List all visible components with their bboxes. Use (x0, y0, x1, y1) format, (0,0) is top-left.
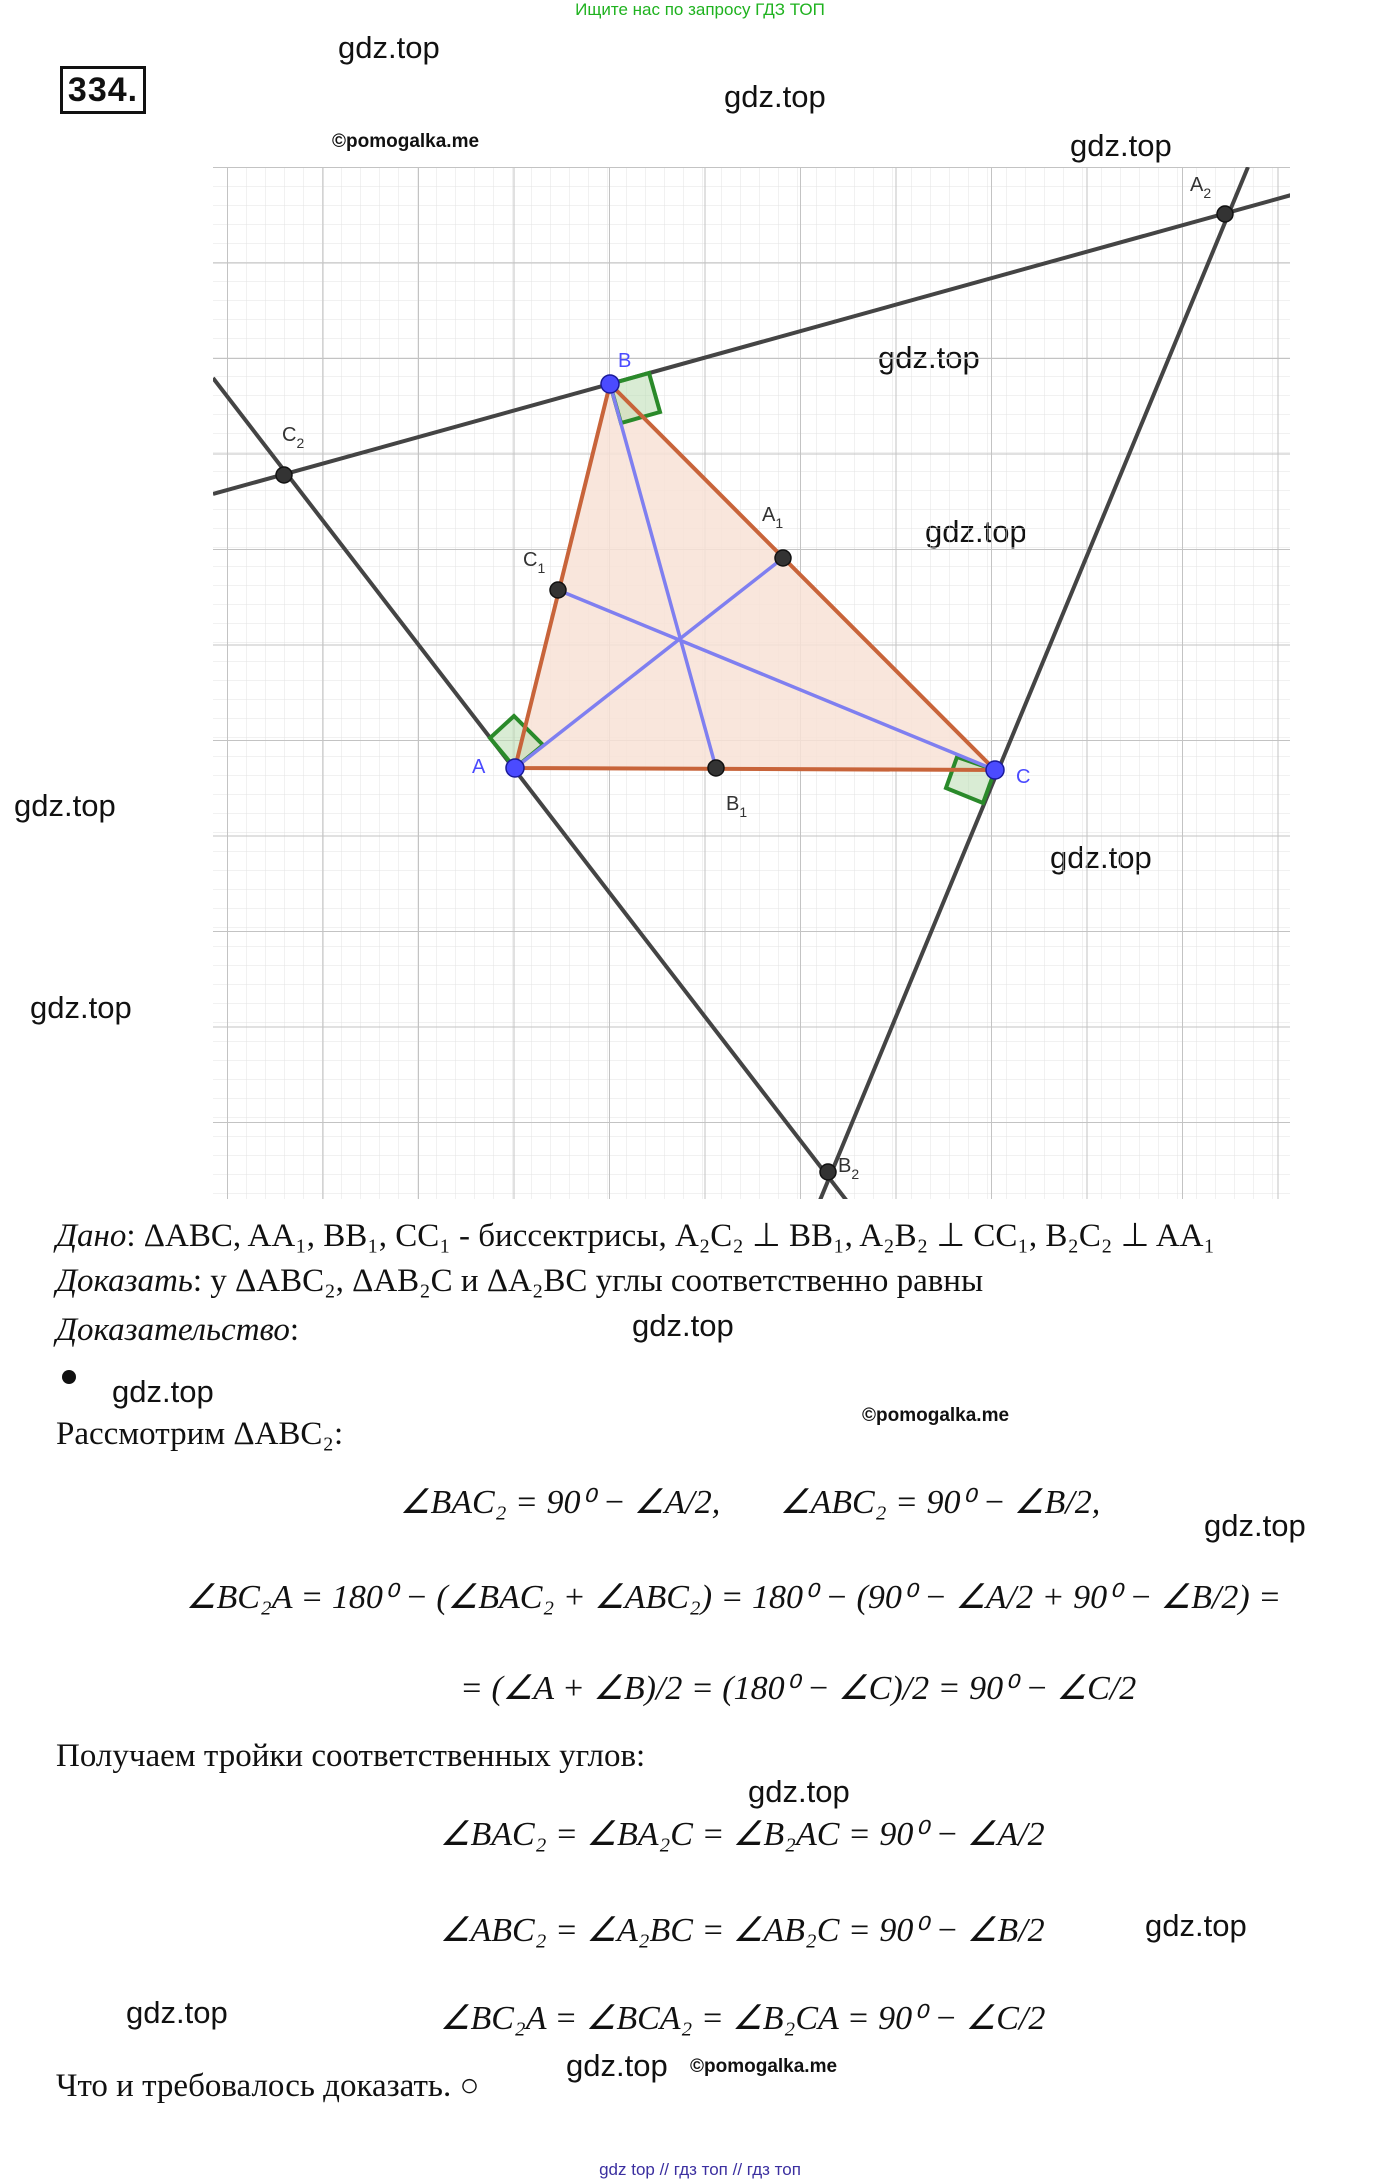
watermark-gdz: gdz.top (112, 1374, 214, 1409)
triple-angle-a: ∠BAC₂ = ∠BA₂C = ∠B₂AC = 90⁰ − ∠A/2 (440, 1816, 1045, 1853)
label-c1: $C_1$ (523, 549, 546, 576)
watermark-gdz: gdz.top (1145, 1908, 1247, 1943)
point-b2 (820, 1164, 836, 1180)
watermark-gdz: gdz.top (632, 1308, 734, 1343)
equation-abc2: ∠ABC₂ = 90⁰ − ∠B/2, (780, 1484, 1101, 1521)
watermark-gdz: gdz.top (126, 1995, 228, 2030)
label-c: C (1016, 766, 1031, 788)
label-a1: $A_1$ (762, 504, 784, 531)
point-b1 (708, 760, 724, 776)
label-c2: $C_2$ (282, 424, 305, 451)
conclusion-line: Что и требовалось доказать. ○ (56, 2068, 480, 2104)
watermark-gdz: gdz.top (566, 2048, 668, 2083)
point-a2 (1217, 206, 1233, 222)
label-b1: $B_1$ (726, 793, 748, 820)
proof-colon: : (289, 1312, 300, 1348)
point-c2 (276, 467, 292, 483)
vertex-b (601, 375, 619, 393)
proof-label: Доказательство (56, 1312, 290, 1348)
point-c1 (550, 582, 566, 598)
consider-line: Рассмотрим ΔABC₂: (56, 1416, 344, 1452)
triple-angle-c: ∠BC₂A = ∠BCA₂ = ∠B₂CA = 90⁰ − ∠C/2 (440, 2000, 1046, 2037)
equation-bc2a-result: = (∠A + ∠B)/2 = (180⁰ − ∠C)/2 = 90⁰ − ∠C/2 (460, 1670, 1137, 1707)
equation-bc2a: ∠BC₂A = 180⁰ − (∠BAC₂ + ∠ABC₂) = 180⁰ − (90⁰ − ∠A/2 + 90⁰ − ∠B/2) = (186, 1579, 1282, 1616)
search-hint-banner[interactable]: Ищите нас по запросу ГДЗ ТОП (575, 0, 825, 19)
footer-links[interactable]: gdz top // гдз топ // гдз топ (599, 2160, 801, 2179)
given-statement: : ΔABC, AA₁, BB₁, CC₁ - биссектрисы, A₂C₂ ⊥ BB₁, A₂B₂ ⊥ CC₁, B₂C₂ ⊥ AA₁ (126, 1218, 1216, 1254)
bullet-icon (62, 1370, 76, 1384)
given-line (56, 1215, 1215, 1255)
triple-angle-b: ∠ABC₂ = ∠A₂BC = ∠AB₂C = 90⁰ − ∠B/2 (440, 1912, 1045, 1949)
label-b2: $B_2$ (838, 1155, 860, 1182)
problem-number: 334. (60, 66, 146, 114)
given-label: Дано (56, 1218, 127, 1254)
vertex-a (506, 759, 524, 777)
triples-intro: Получаем тройки соответственных углов: (56, 1738, 646, 1774)
watermark-gdz: gdz.top (1204, 1508, 1306, 1543)
watermark-pomogalka: ©pomogalka.me (332, 131, 480, 152)
point-a1 (775, 550, 791, 566)
vertex-c (986, 761, 1004, 779)
watermark-gdz: gdz.top (30, 990, 132, 1025)
watermark-gdz: gdz.top (14, 788, 116, 823)
watermark-pomogalka: ©pomogalka.me (862, 1405, 1010, 1426)
label-a: A (472, 756, 486, 778)
label-b: B (618, 350, 632, 372)
watermark-gdz: gdz.top (1070, 128, 1172, 163)
watermark-gdz: gdz.top (338, 30, 440, 65)
watermark-gdz: gdz.top (748, 1774, 850, 1809)
watermark-gdz: gdz.top (724, 79, 826, 114)
prove-statement: : у ΔABC₂, ΔAB₂C и ΔA₂BC углы соответственно равны (192, 1263, 984, 1299)
proof-line (56, 1312, 299, 1349)
prove-label: Доказать (56, 1263, 193, 1299)
watermark-pomogalka: ©pomogalka.me (690, 2056, 838, 2077)
prove-line (56, 1263, 983, 1300)
equation-bac2: ∠BAC₂ = 90⁰ − ∠A/2, (400, 1484, 721, 1521)
label-a2: $A_2$ (1190, 174, 1212, 201)
